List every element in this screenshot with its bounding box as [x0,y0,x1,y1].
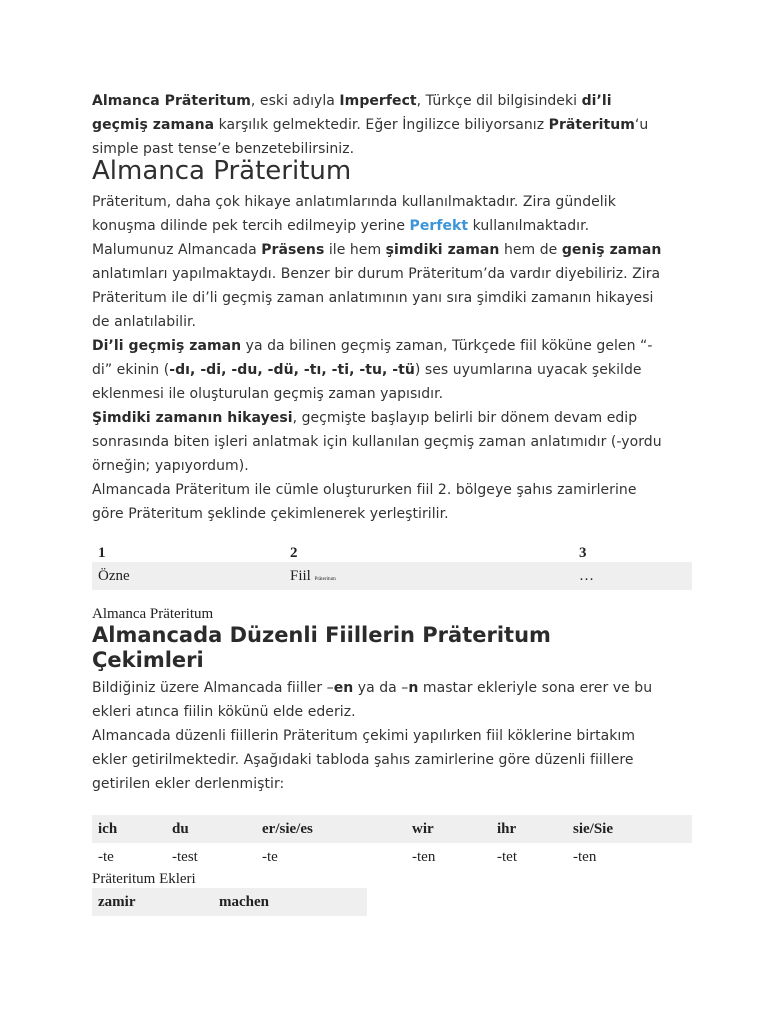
table-cell: -ten [573,848,597,865]
table-caption: Almanca Präteritum [92,606,214,622]
table-header-cell: ich [98,820,118,837]
table-row [92,562,692,590]
table-header-row [92,545,692,562]
table-cell: -tet [497,848,517,865]
table-header-cell: 3 [579,545,587,561]
sentence-structure-table [92,545,692,590]
section-body [92,676,672,796]
table-cell: Özne [98,567,130,584]
table-cell: -te [262,848,278,865]
section-heading: Almancada Düzenli Fiillerin Präteritum Çekimleri [92,623,551,672]
table-header-cell: machen [219,893,269,910]
section-heading: Almanca Präteritum [92,156,352,186]
table-row [92,843,692,871]
section-body [92,190,672,526]
table-header-row [92,815,692,843]
paragraph: Almancada düzenli fiillerin Präteritum çekimi yapılırken fiil köklerine birtakım ekler getirilmektedir. Aşağıdaki tabloda şahıs zamirlerine göre düzenli fiillere getirilen ekler derlenmiştir: [92,728,636,792]
paragraph: Präteritum, daha çok hikaye anlatımlarında kullanılmaktadır. Zira gündelik konuşma dilinde pek tercih edilmeyip yerine Perfekt kullanılmaktadır. Malumunuz Almancada Präsens ile hem şimdiki zaman hem de geniş zaman anlatımları yapılmaktaydı. Benzer bir durum Präteritum’da vardır diyebiliriz. Zira Präteritum ile di’li geçmiş zaman anlatımının yanı sıra şimdiki zamanın hikayesi de anlatılabilir. [92,194,662,330]
paragraph: Şimdiki zamanın hikayesi, geçmişte başlayıp belirli bir dönem devam edip sonrasında biten işleri anlatmak için kullanılan geçmiş zaman anlatımıdır (-yordu örneğin; yapıyordum). [92,410,662,474]
perfekt-link[interactable]: Perfekt [409,218,469,234]
paragraph: Di’li geçmiş zaman ya da bilinen geçmiş zaman, Türkçede fiil köküne gelen “-di” ekinin (-dı, -di, -du, -dü, -tı, -ti, -tu, -tü) ses uyumlarına uyacak şekilde eklenmesi ile oluşturulan geçmiş zaman yapısıdır. [92,338,653,402]
table-cell: -ten [412,848,436,865]
intro-paragraph: Almanca Präteritum, eski adıyla Imperfect, Türkçe dil bilgisindeki di’li geçmiş zamana karşılık gelmektedir. Eğer İngilizce biliyorsanız Präteritum‘u simple past tense’e benzetebilirsiniz. [92,93,649,157]
paragraph: Almancada Präteritum ile cümle oluştururken fiil 2. bölgeye şahıs zamirlerine göre Präteritum şeklinde çekimlenerek yerleştirilir. [92,482,637,522]
table-header-cell: 1 [98,545,106,561]
table-caption: Präteritum Ekleri [92,871,196,887]
suffix-table [92,815,692,871]
table-header-cell: sie/Sie [573,820,613,837]
table-header-cell: 2 [290,545,298,561]
table-header-cell: wir [412,820,434,837]
table-header-cell: zamir [98,893,136,910]
table-header-cell: er/sie/es [262,820,313,837]
paragraph: Bildiğiniz üzere Almancada fiiller –en ya da –n mastar ekleriyle sona erer ve bu ekleri atınca fiilin kökünü elde ederiz. [92,680,653,720]
table-header-cell: du [172,820,189,837]
table-cell: -test [172,848,198,865]
table-cell: Fiil Präteritum [290,567,336,584]
table-cell: -te [98,848,114,865]
table-header-cell: ihr [497,820,517,837]
conjugation-table [92,888,367,916]
table-cell: … [579,567,594,584]
table-header-row [92,888,367,916]
